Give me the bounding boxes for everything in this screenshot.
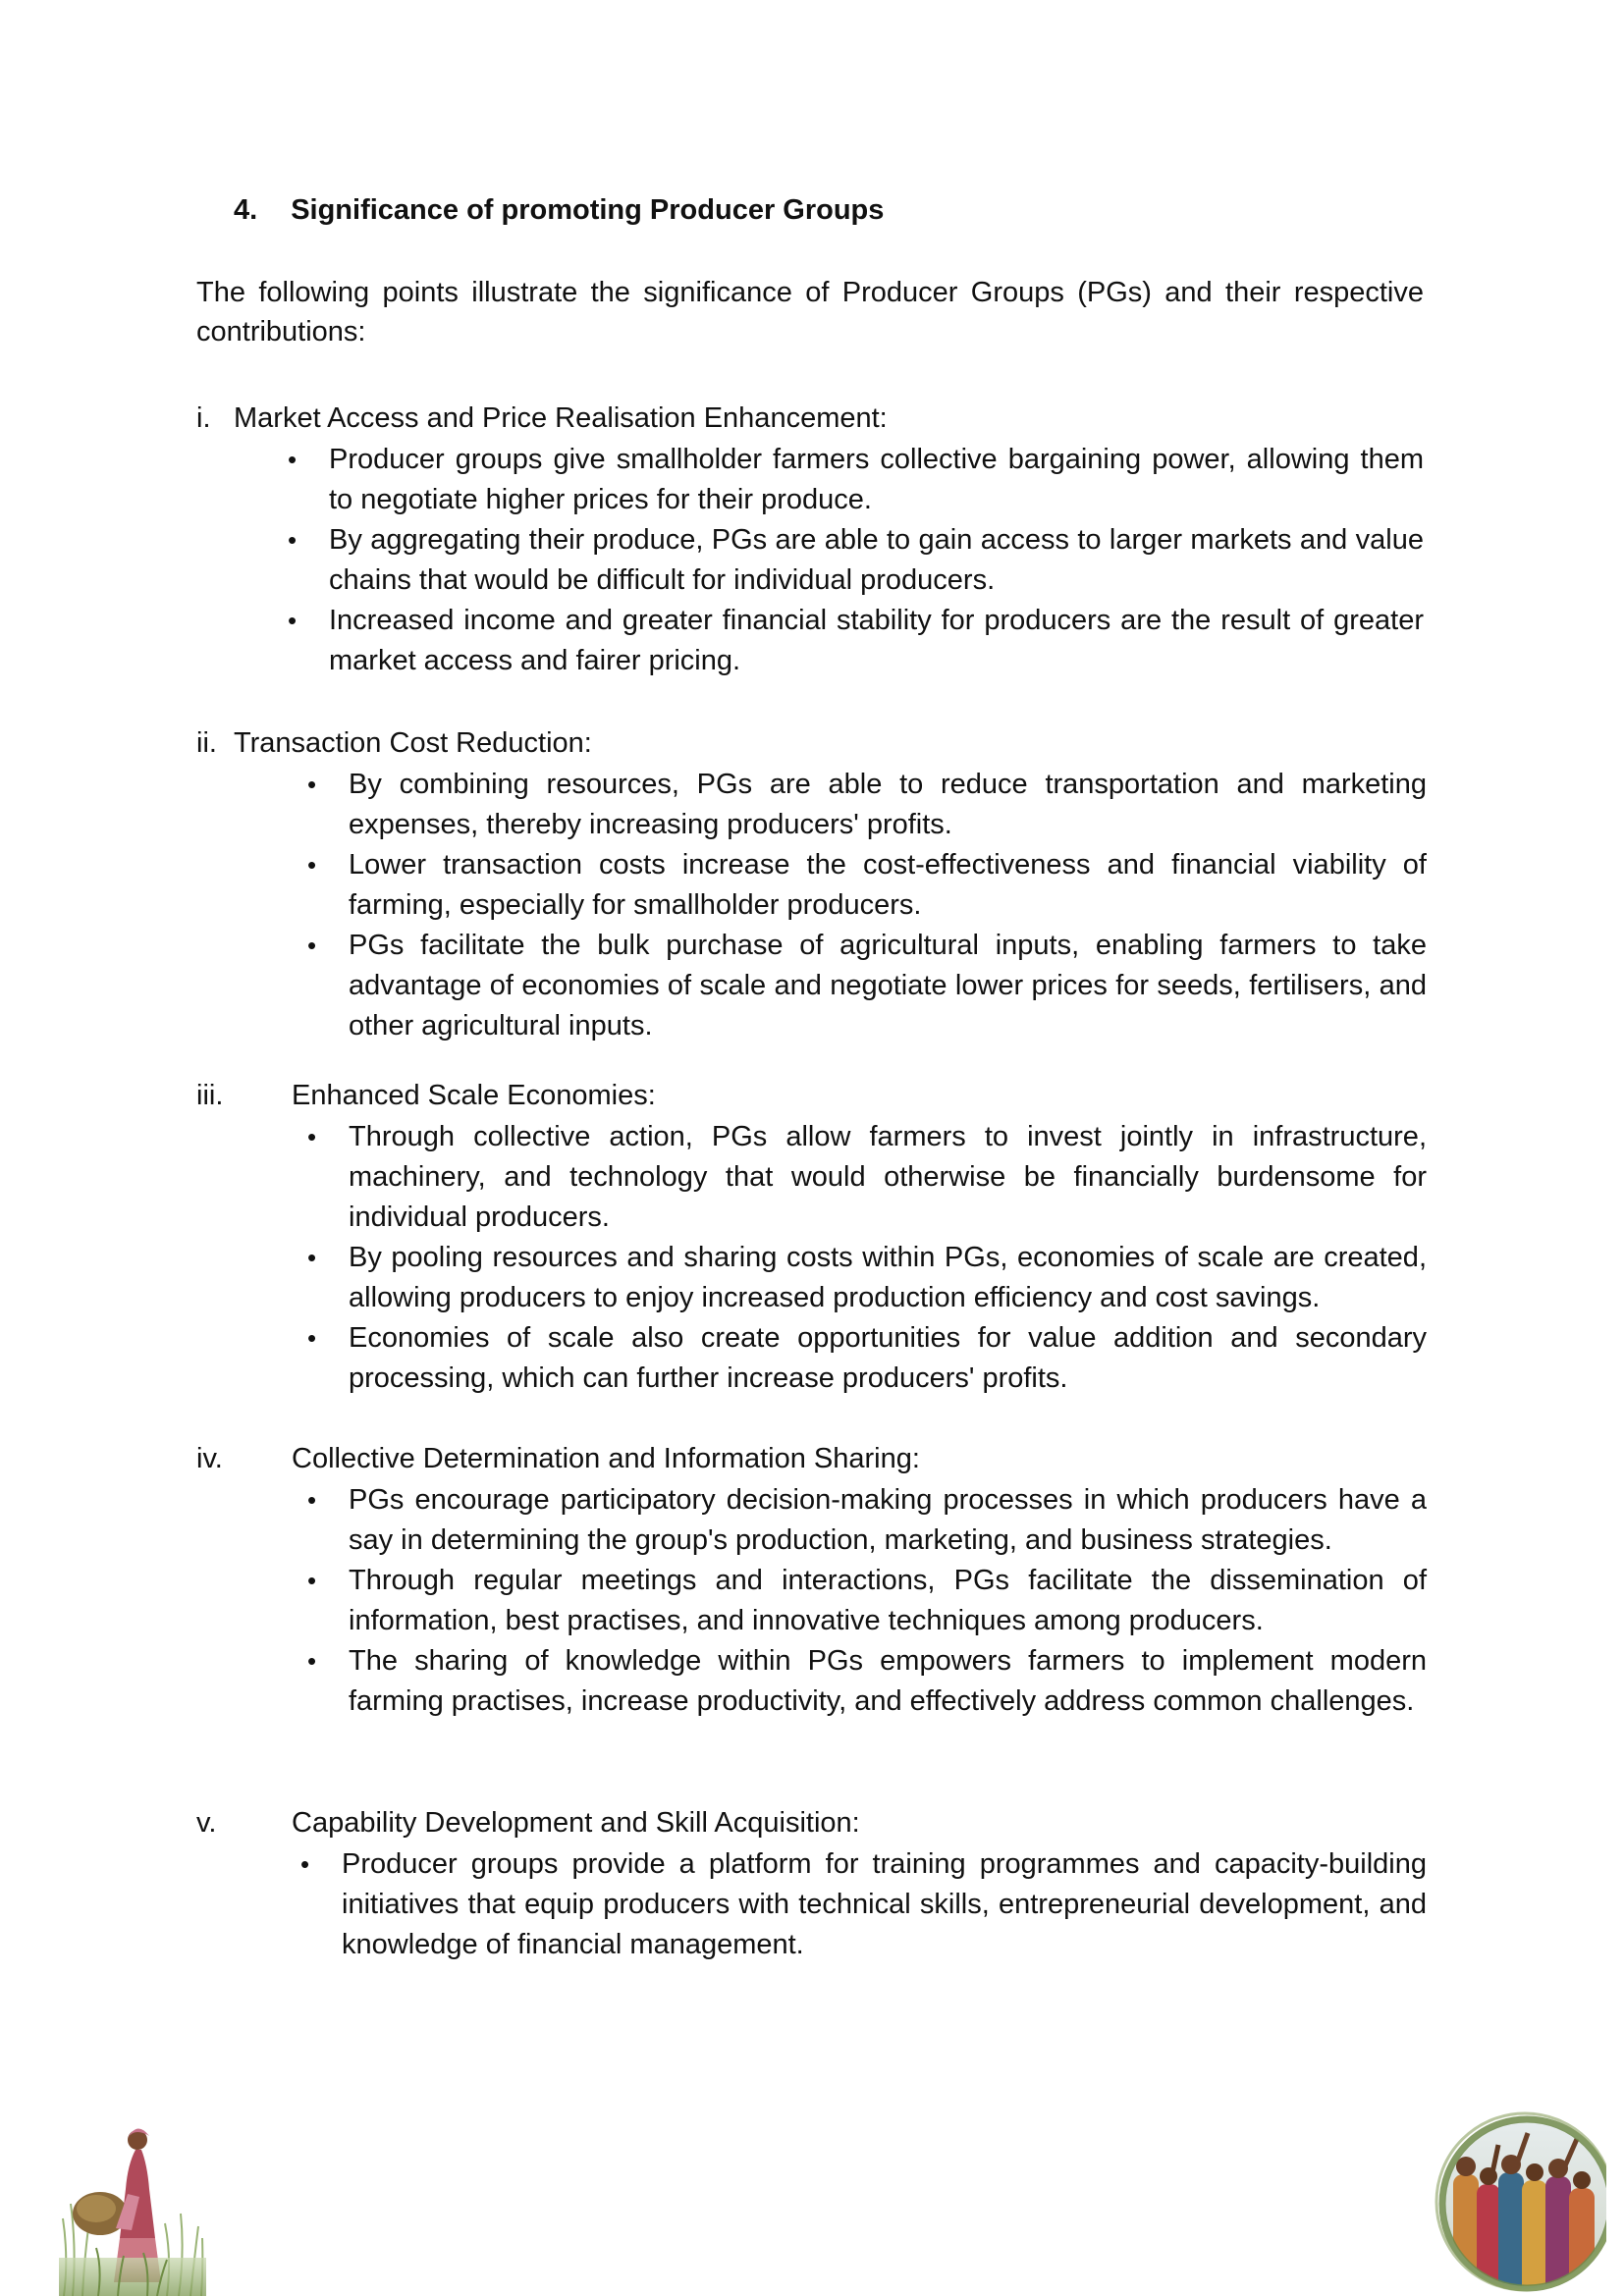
list-item: • Economies of scale also create opportunities for value addition and secondary processing, which can further increase producers' profits. — [349, 1318, 1427, 1399]
roman-numeral: iv. — [196, 1443, 223, 1474]
list-item: • The sharing of knowledge within PGs empowers farmers to implement modern farming practises, increase productivity, and effectively address common challenges. — [349, 1641, 1427, 1722]
bullet-list — [307, 765, 1427, 1046]
roman-numeral: i. — [196, 402, 211, 434]
intro-paragraph: The following points illustrate the significance of Producer Groups (PGs) and their respective contributions: — [196, 277, 1424, 347]
farmer-woman-illustration — [59, 2110, 206, 2296]
section-iv — [196, 1439, 1434, 1722]
women-group-circle-photo — [1434, 2106, 1606, 2296]
list-item: • Producer groups provide a platform for training programmes and capacity-building initiatives that equip producers with technical skills, entrepreneurial development, and knowledge of financial management. — [342, 1844, 1427, 1965]
section-title — [196, 1076, 1434, 1117]
list-item: • Producer groups give smallholder farmers collective bargaining power, allowing them to negotiate higher prices for their produce. — [329, 440, 1424, 520]
heading-number: 4. — [234, 194, 258, 226]
section-v — [196, 1803, 1434, 1965]
bullet-icon: • — [300, 1849, 310, 1879]
bullet-icon: • — [307, 931, 317, 960]
list-item: • Increased income and greater financial stability for producers are the result of greater market access and fairer pricing. — [329, 601, 1424, 681]
section-title-text: Collective Determination and Information Sharing: — [292, 1443, 920, 1474]
section-ii — [196, 723, 1434, 1046]
list-item: • By combining resources, PGs are able to reduce transportation and marketing expenses, thereby increasing producers' profits. — [349, 765, 1427, 845]
list-item: • By aggregating their produce, PGs are able to gain access to larger markets and value chains that would be difficult for individual producers. — [329, 520, 1424, 601]
bullet-list — [307, 1480, 1427, 1722]
bullet-icon: • — [307, 1646, 317, 1676]
bullet-icon: • — [288, 445, 298, 474]
section-heading — [234, 194, 884, 227]
section-title-text: Capability Development and Skill Acquisition: — [292, 1807, 860, 1839]
bullet-icon: • — [307, 1566, 317, 1595]
bullet-list — [288, 440, 1424, 681]
section-iii — [196, 1076, 1434, 1399]
roman-numeral: iii. — [196, 1080, 224, 1111]
section-title — [196, 723, 1434, 765]
bullet-icon: • — [288, 525, 298, 555]
section-title-text: Market Access and Price Realisation Enhancement: — [234, 402, 888, 434]
bullet-icon: • — [307, 1243, 317, 1272]
section-title — [196, 399, 1434, 440]
section-title-text: Enhanced Scale Economies: — [292, 1080, 656, 1111]
section-title-text: Transaction Cost Reduction: — [234, 727, 592, 759]
roman-numeral: v. — [196, 1807, 217, 1839]
bullet-icon: • — [288, 606, 298, 635]
bullet-icon: • — [307, 770, 317, 799]
bullet-list — [300, 1844, 1427, 1965]
bullet-icon: • — [307, 1122, 317, 1151]
section-title — [196, 1803, 1434, 1844]
heading-title: Significance of promoting Producer Groups — [291, 194, 885, 226]
list-item: • Through collective action, PGs allow farmers to invest jointly in infrastructure, machinery, and technology that would otherwise be financially burdensome for individual producers. — [349, 1117, 1427, 1238]
list-item: • Through regular meetings and interactions, PGs facilitate the dissemination of information, best practises, and innovative techniques among producers. — [349, 1561, 1427, 1641]
bullet-icon: • — [307, 1485, 317, 1515]
list-item: • By pooling resources and sharing costs within PGs, economies of scale are created, allowing producers to enjoy increased production efficiency and cost savings. — [349, 1238, 1427, 1318]
list-item: • PGs encourage participatory decision-making processes in which producers have a say in determining the group's production, marketing, and business strategies. — [349, 1480, 1427, 1561]
roman-numeral: ii. — [196, 727, 217, 759]
list-item: • PGs facilitate the bulk purchase of agricultural inputs, enabling farmers to take advantage of economies of scale and negotiate lower prices for seeds, fertilisers, and other agricultural inputs. — [349, 926, 1427, 1046]
bullet-icon: • — [307, 850, 317, 880]
section-title — [196, 1439, 1434, 1480]
bullet-icon: • — [307, 1323, 317, 1353]
list-item: • Lower transaction costs increase the cost-effectiveness and financial viability of farming, especially for smallholder producers. — [349, 845, 1427, 926]
bullet-list — [307, 1117, 1427, 1399]
section-i — [196, 399, 1434, 681]
